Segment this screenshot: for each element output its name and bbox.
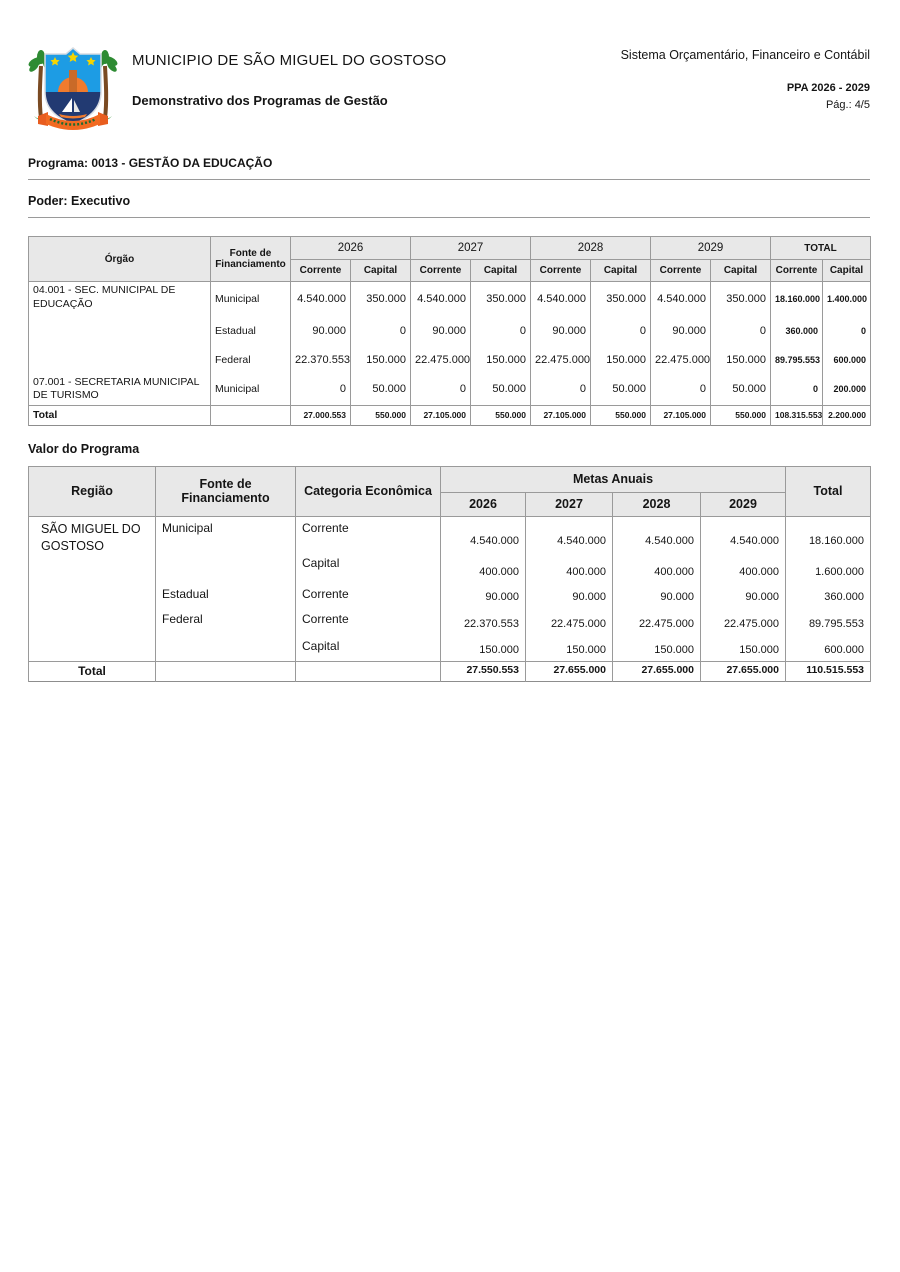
- value-cell: 150.000: [613, 635, 701, 661]
- value-cell: 22.475.000: [613, 608, 701, 635]
- column-header-total: Total: [786, 466, 871, 516]
- municipality-name: MUNICIPIO DE SÃO MIGUEL DO GOSTOSO: [132, 52, 447, 69]
- value-cell: 50.000: [471, 374, 531, 406]
- fonte-cell: [156, 552, 296, 583]
- value-cell: 90.000: [701, 583, 786, 608]
- value-cell: 89.795.553: [786, 608, 871, 635]
- value-cell: 22.475.000: [526, 608, 613, 635]
- subcol-corrente: Corrente: [771, 260, 823, 282]
- column-group-metas-anuais: Metas Anuais: [441, 466, 786, 492]
- value-cell: 22.370.553: [291, 346, 351, 374]
- value-cell: 0: [651, 374, 711, 406]
- value-cell: 150.000: [526, 635, 613, 661]
- poder-line: Poder: Executivo: [28, 194, 131, 208]
- value-cell: 4.540.000: [613, 516, 701, 552]
- year-header-2026: 2026: [441, 492, 526, 516]
- fonte-cell: Municipal: [211, 282, 291, 316]
- divider: [28, 217, 870, 218]
- subcol-capital: Capital: [711, 260, 771, 282]
- empty-cell: [156, 661, 296, 681]
- value-cell: 400.000: [526, 552, 613, 583]
- value-cell: 150.000: [711, 346, 771, 374]
- categoria-cell: Corrente: [296, 583, 441, 608]
- categoria-cell: Corrente: [296, 608, 441, 635]
- year-group-2027: 2027: [411, 237, 531, 260]
- table-row: [29, 374, 871, 406]
- value-cell: 4.540.000: [411, 282, 471, 316]
- total-value-cell: 108.315.553: [771, 405, 823, 425]
- value-cell: 1.600.000: [786, 552, 871, 583]
- total-label: Total: [29, 661, 156, 681]
- value-cell: 4.540.000: [651, 282, 711, 316]
- empty-cell: [296, 661, 441, 681]
- value-cell: 0: [411, 374, 471, 406]
- divider: [28, 179, 870, 180]
- program-line: Programa: 0013 - GESTÃO DA EDUCAÇÃO: [28, 156, 273, 170]
- total-label: Total: [29, 405, 211, 425]
- value-cell: 90.000: [651, 316, 711, 346]
- total-value-cell: 600.000: [823, 346, 871, 374]
- value-cell: 350.000: [711, 282, 771, 316]
- fonte-cell: Estadual: [156, 583, 296, 608]
- header-titles: [132, 40, 446, 108]
- year-group-2029: 2029: [651, 237, 771, 260]
- empty-cell: [211, 405, 291, 425]
- year-header-2029: 2029: [701, 492, 786, 516]
- total-value-cell: 550.000: [351, 405, 411, 425]
- value-cell: 350.000: [591, 282, 651, 316]
- total-value-cell: 550.000: [711, 405, 771, 425]
- value-cell: 150.000: [441, 635, 526, 661]
- regiao-cell: SÃO MIGUEL DO GOSTOSO: [29, 516, 156, 661]
- total-value-cell: 360.000: [771, 316, 823, 346]
- value-cell: 4.540.000: [531, 282, 591, 316]
- value-cell: 400.000: [441, 552, 526, 583]
- value-cell: 400.000: [613, 552, 701, 583]
- categoria-cell: Capital: [296, 635, 441, 661]
- table-row: [29, 516, 871, 552]
- total-value-cell: 1.400.000: [823, 282, 871, 316]
- header-meta: [621, 40, 870, 111]
- value-cell: 350.000: [351, 282, 411, 316]
- table-row: [29, 552, 871, 583]
- fonte-cell: Federal: [156, 608, 296, 635]
- report-title: Demonstrativo dos Programas de Gestão: [132, 93, 388, 108]
- year-group-2028: 2028: [531, 237, 651, 260]
- municipal-coat-of-arms-logo: [28, 40, 118, 134]
- column-header-fonte: Fonte de Financiamento: [211, 237, 291, 282]
- value-cell: 90.000: [526, 583, 613, 608]
- fonte-cell: Municipal: [211, 374, 291, 406]
- value-cell: 600.000: [786, 635, 871, 661]
- value-cell: 22.475.000: [531, 346, 591, 374]
- value-cell: 22.475.000: [411, 346, 471, 374]
- subcol-capital: Capital: [823, 260, 871, 282]
- value-cell: 50.000: [591, 374, 651, 406]
- value-cell: 0: [531, 374, 591, 406]
- page-number: Pág.: 4/5: [825, 99, 870, 111]
- table-total-row: [29, 405, 871, 425]
- value-cell: 150.000: [471, 346, 531, 374]
- fonte-cell: [156, 635, 296, 661]
- value-cell: 90.000: [291, 316, 351, 346]
- column-header-regiao: Região: [29, 466, 156, 516]
- total-value-cell: 27.105.000: [531, 405, 591, 425]
- total-value-cell: 27.550.553: [441, 661, 526, 681]
- value-cell: 0: [591, 316, 651, 346]
- subcol-capital: Capital: [471, 260, 531, 282]
- value-cell: 0: [351, 316, 411, 346]
- value-cell: 22.475.000: [701, 608, 786, 635]
- table-total-row: [29, 661, 871, 681]
- total-value-cell: 200.000: [823, 374, 871, 406]
- value-cell: 400.000: [701, 552, 786, 583]
- year-group-total: TOTAL: [771, 237, 871, 260]
- total-value-cell: 27.000.553: [291, 405, 351, 425]
- value-cell: 150.000: [701, 635, 786, 661]
- subcol-corrente: Corrente: [291, 260, 351, 282]
- value-cell: 0: [711, 316, 771, 346]
- value-cell: 50.000: [711, 374, 771, 406]
- value-cell: 0: [471, 316, 531, 346]
- value-cell: 150.000: [591, 346, 651, 374]
- total-value-cell: 0: [771, 374, 823, 406]
- table-row: [29, 608, 871, 635]
- value-cell: 350.000: [471, 282, 531, 316]
- subcol-corrente: Corrente: [651, 260, 711, 282]
- total-value-cell: 2.200.000: [823, 405, 871, 425]
- system-name: Sistema Orçamentário, Financeiro e Contábil: [620, 48, 870, 62]
- value-cell: 90.000: [613, 583, 701, 608]
- column-header-fonte: Fonte de Financiamento: [156, 466, 296, 516]
- value-cell: 90.000: [531, 316, 591, 346]
- value-cell: 50.000: [351, 374, 411, 406]
- total-value-cell: 0: [823, 316, 871, 346]
- subcol-capital: Capital: [591, 260, 651, 282]
- fonte-cell: Federal: [211, 346, 291, 374]
- year-header-2027: 2027: [526, 492, 613, 516]
- total-value-cell: 550.000: [591, 405, 651, 425]
- total-value-cell: 27.105.000: [651, 405, 711, 425]
- categoria-cell: Capital: [296, 552, 441, 583]
- fonte-cell: Estadual: [211, 316, 291, 346]
- orgao-cell: 07.001 - SECRETARIA MUNICIPAL DE TURISMO: [29, 374, 211, 406]
- year-header-2028: 2028: [613, 492, 701, 516]
- total-value-cell: 550.000: [471, 405, 531, 425]
- table-row: [29, 282, 871, 316]
- value-cell: 4.540.000: [441, 516, 526, 552]
- total-value-cell: 27.655.000: [613, 661, 701, 681]
- value-cell: 4.540.000: [291, 282, 351, 316]
- value-cell: 90.000: [411, 316, 471, 346]
- total-value-cell: 27.655.000: [701, 661, 786, 681]
- orgao-financing-table: [28, 236, 871, 426]
- value-cell: 150.000: [351, 346, 411, 374]
- table-row: [29, 583, 871, 608]
- total-value-cell: 27.655.000: [526, 661, 613, 681]
- program-value-table: [28, 466, 871, 682]
- subcol-capital: Capital: [351, 260, 411, 282]
- subcol-corrente: Corrente: [531, 260, 591, 282]
- value-cell: 360.000: [786, 583, 871, 608]
- total-value-cell: 27.105.000: [411, 405, 471, 425]
- total-value-cell: 89.795.553: [771, 346, 823, 374]
- value-cell: 18.160.000: [786, 516, 871, 552]
- value-cell: 4.540.000: [701, 516, 786, 552]
- total-value-cell: 110.515.553: [786, 661, 871, 681]
- value-cell: 90.000: [441, 583, 526, 608]
- column-header-categoria: Categoria Econômica: [296, 466, 441, 516]
- table-row: [29, 635, 871, 661]
- orgao-cell: 04.001 - SEC. MUNICIPAL DE EDUCAÇÃO: [29, 282, 211, 374]
- categoria-cell: Corrente: [296, 516, 441, 552]
- ppa-period: PPA 2026 - 2029: [786, 82, 870, 94]
- value-cell: 22.475.000: [651, 346, 711, 374]
- total-value-cell: 18.160.000: [771, 282, 823, 316]
- column-header-orgao: Órgão: [29, 237, 211, 282]
- value-cell: 22.370.553: [441, 608, 526, 635]
- subcol-corrente: Corrente: [411, 260, 471, 282]
- year-group-2026: 2026: [291, 237, 411, 260]
- value-cell: 4.540.000: [526, 516, 613, 552]
- fonte-cell: Municipal: [156, 516, 296, 552]
- page-header: [28, 40, 870, 134]
- section-title-valor-do-programa: Valor do Programa: [28, 441, 140, 456]
- value-cell: 0: [291, 374, 351, 406]
